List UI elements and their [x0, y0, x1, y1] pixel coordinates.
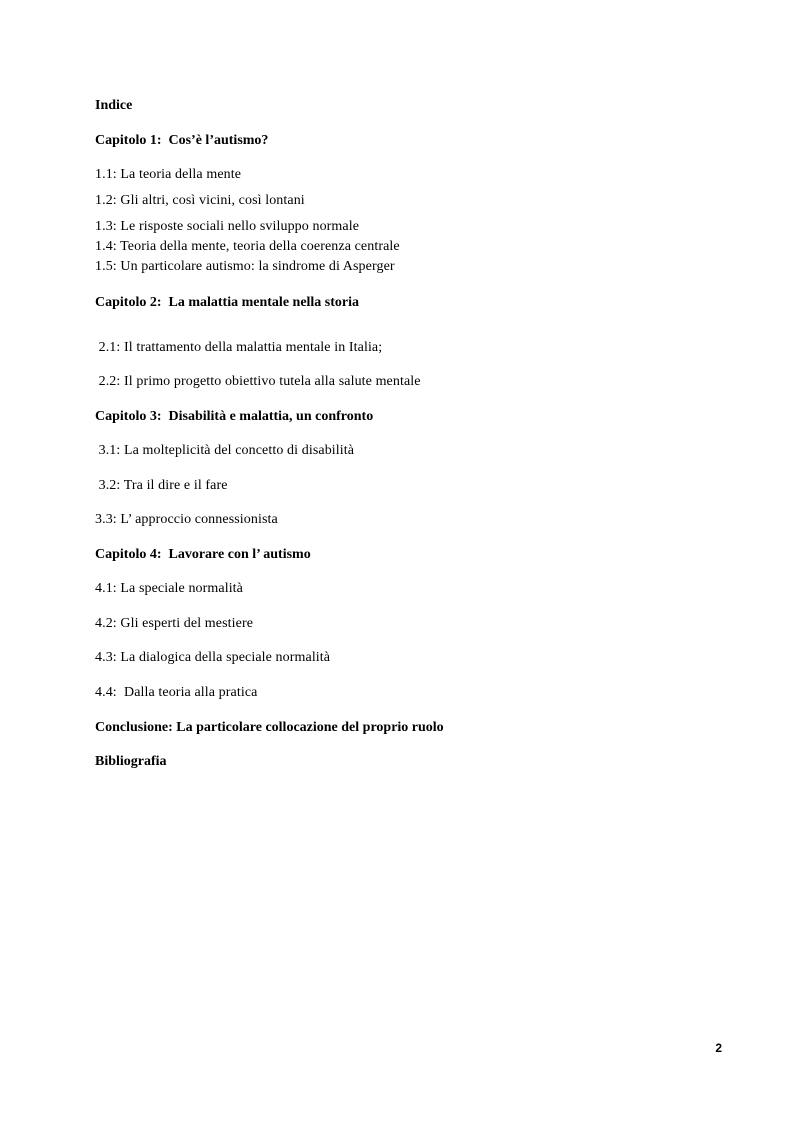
chapter-3-heading: Capitolo 3: Disabilità e malattia, un confronto: [95, 409, 374, 424]
toc-entry-1-4: 1.4: Teoria della mente, teoria della coerenza centrale: [95, 239, 400, 254]
chapter-1-heading: Capitolo 1: Cos’è l’autismo?: [95, 133, 269, 148]
toc-entry-4-3: 4.3: La dialogica della speciale normalità: [95, 650, 331, 665]
toc-entry-4-2: 4.2: Gli esperti del mestiere: [95, 616, 254, 631]
toc-entry-1-1: 1.1: La teoria della mente: [95, 167, 242, 182]
toc-entry-1-3: 1.3: Le risposte sociali nello sviluppo normale: [95, 219, 360, 234]
conclusion-heading: Conclusione: La particolare collocazione del proprio ruolo: [95, 720, 444, 735]
toc-entry-4-1: 4.1: La speciale normalità: [95, 581, 243, 596]
toc-title: Indice: [95, 98, 133, 113]
toc-entry-1-5: 1.5: Un particolare autismo: la sindrome di Asperger: [95, 259, 395, 274]
toc-entry-3-1: 3.1: La molteplicità del concetto di disabilità: [95, 443, 355, 458]
page-number: 2: [715, 1041, 722, 1055]
toc-entry-2-1: 2.1: Il trattamento della malattia mentale in Italia;: [95, 340, 383, 355]
toc-entry-3-2: 3.2: Tra il dire e il fare: [95, 478, 228, 493]
toc-entry-4-4: 4.4: Dalla teoria alla pratica: [95, 685, 258, 700]
bibliography-heading: Bibliografia: [95, 754, 167, 769]
chapter-4-heading: Capitolo 4: Lavorare con l’ autismo: [95, 547, 311, 562]
toc-entry-2-2: 2.2: Il primo progetto obiettivo tutela alla salute mentale: [95, 374, 421, 389]
toc-entry-1-2: 1.2: Gli altri, così vicini, così lontani: [95, 193, 305, 208]
chapter-2-heading: Capitolo 2: La malattia mentale nella storia: [95, 295, 360, 310]
toc-entry-3-3: 3.3: L’ approccio connessionista: [95, 512, 278, 527]
